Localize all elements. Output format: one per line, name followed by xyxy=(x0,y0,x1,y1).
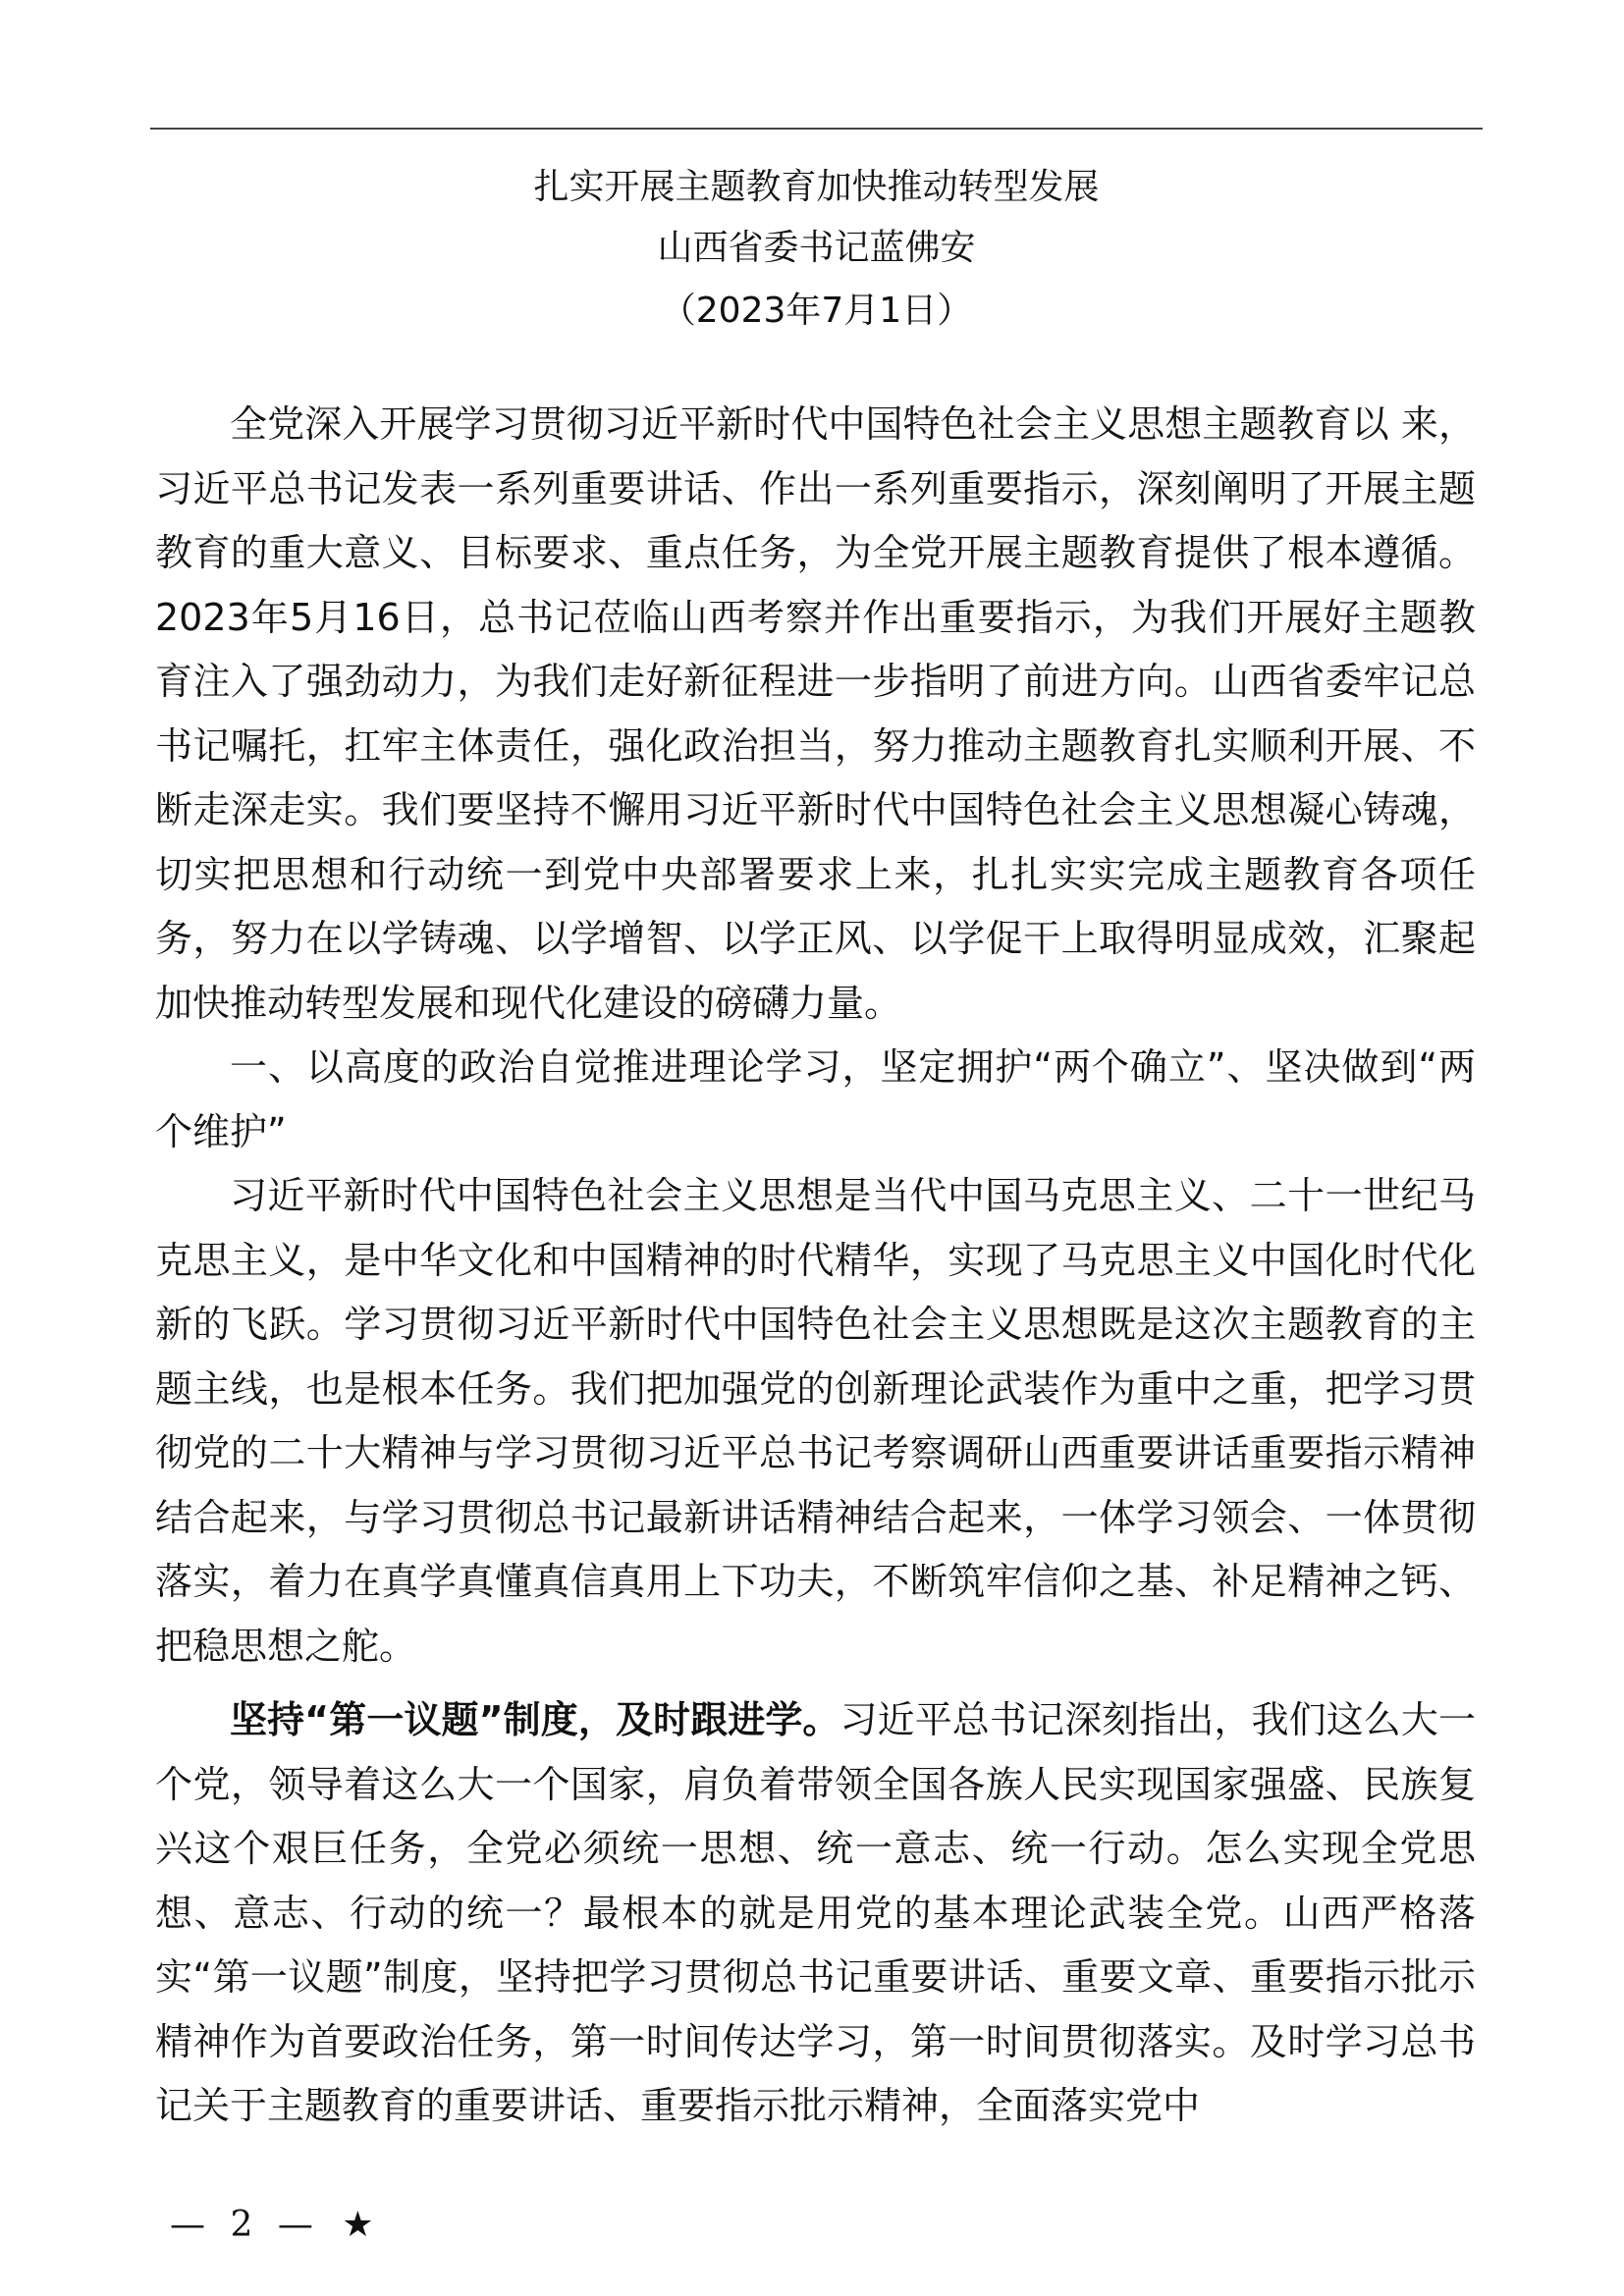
paragraph-theory: 习近平新时代中国特色社会主义思想是当代中国马克思主义、二十一世纪马克思主义，是中华文化和中国精神的时代精华，实现了马克思主义中国化时代化新的飞跃。学习贯彻习近平新时代中国特色社会主义思想既是这次主题教育的主题主线，也是根本任务。我们把加强党的创新理论武装作为重中之重，把学习贯彻党的二十大精神与学习贯彻习近平总书记考察调研山西重要讲话重要指示精神结合起来，与学习贯彻总书记最新讲话精神结合起来，一体学习领会、一体贯彻落实，着力在真学真懂真信真用上下功夫，不断筑牢信仰之基、补足精神之钙、把稳思想之舵。 xyxy=(155,1174,1476,1668)
paragraph-lead-bold: 坚持“第一议题”制度，及时跟进学。 xyxy=(230,1698,840,1741)
paragraph-intro: 全党深入开展学习贯彻习近平新时代中国特色社会主义思想主题教育以 来，习近平总书记发表一系列重要讲话、作出一系列重要指示，深刻阐明了开展主题教育的重大意义、目标要求、重点任务，为全党开展主题教育提供了根本遵循。2023年5月16日，总书记莅临山西考察并作出重要指示，为我们开展好主题教育注入了强劲动力，为我们走好新征程进一步指明了前进方向。山西省委牢记总书记嘱托，扛牢主体责任，强化政治担当，努力推动主题教育扎实顺利开展、不断走深走实。我们要坚持不懈用习近平新时代中国特色社会主义思想凝心铸魂，切实把思想和行动统一到党中央部署要求上来，扎扎实实完成主题教育各项任务，努力在以学铸魂、以学增智、以学正风、以学促干上取得明显成效，汇聚起加快推动转型发展和现代化建设的磅礴力量。 xyxy=(155,402,1476,1025)
footer-dash-left: — xyxy=(170,2205,205,2245)
document-author: 山西省委书记蓝佛安 xyxy=(657,228,976,268)
footer-dash-right: — xyxy=(277,2205,313,2245)
star-icon: ★ xyxy=(342,2205,374,2245)
paragraph-first-agenda xyxy=(155,1688,1476,2139)
header-rule xyxy=(150,128,1483,130)
page-footer xyxy=(170,2204,374,2247)
page-number: 2 xyxy=(230,2205,253,2245)
document-body xyxy=(155,393,1476,2139)
section-heading-1: 一、以高度的政治自觉推进理论学习，坚定拥护“两个确立”、坚决做到“两个维护” xyxy=(155,1045,1476,1153)
document-header xyxy=(150,157,1483,342)
document-title: 扎实开展主题教育加快推动转型发展 xyxy=(533,167,1100,207)
document-date: （2023年7月1日） xyxy=(660,291,973,331)
paragraph-body-text: 习近平总书记深刻指出，我们这么大一个党，领导着这么大一个国家，肩负着带领全国各族人民实现国家强盛、民族复兴这个艰巨任务，全党必须统一思想、统一意志、统一行动。怎么实现全党思想、意志、行动的统一？最根本的就是用党的基本理论武装全党。山西严格落实“第一议题”制度，坚持把学习贯彻总书记重要讲话、重要文章、重要指示批示精神作为首要政治任务，第一时间传达学习，第一时间贯彻落实。及时学习总书记关于主题教育的重要讲话、重要指示批示精神，全面落实党中 xyxy=(155,1698,1476,2127)
